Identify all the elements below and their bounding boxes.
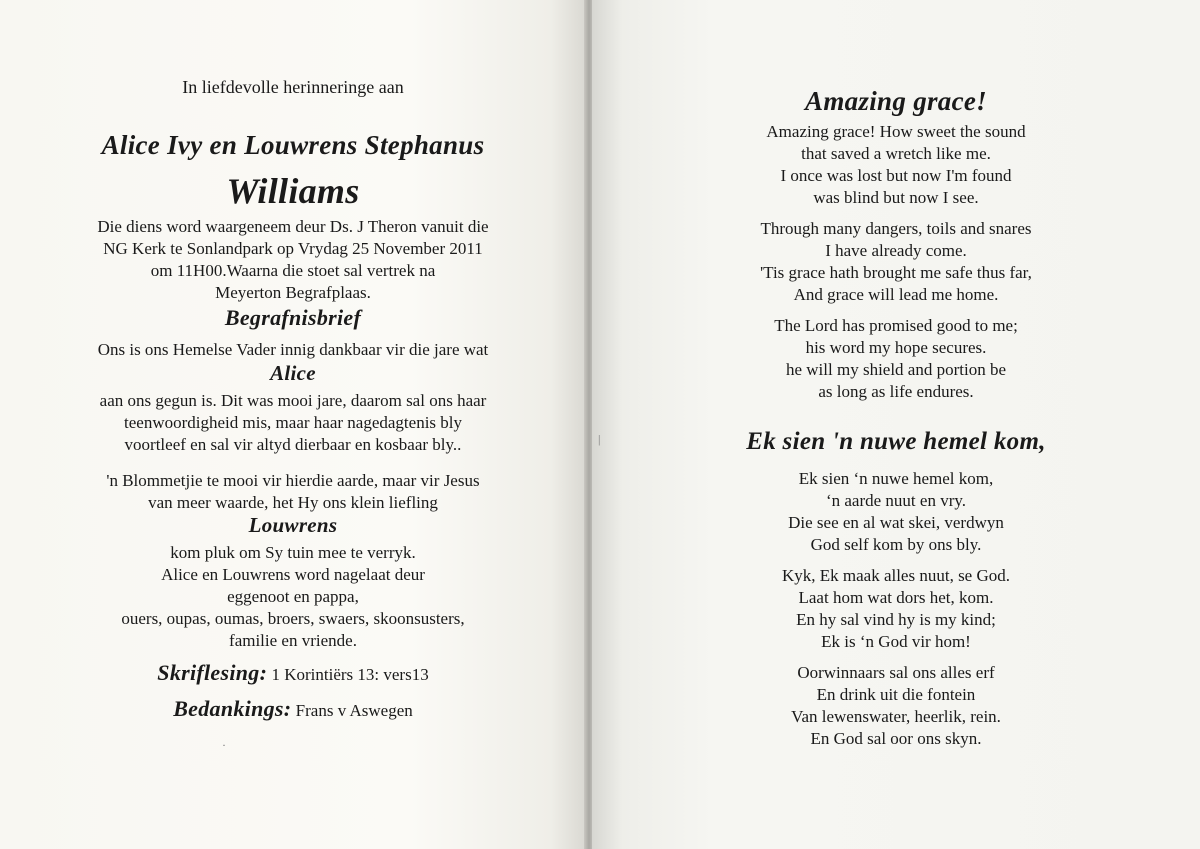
lyric-line: Oorwinnaars sal ons alles erf xyxy=(797,663,995,682)
survivor-line: eggenoot en pappa, xyxy=(227,587,359,606)
letter-line: teenwoordigheid mis, maar haar nagedagtenis bly xyxy=(124,413,462,432)
lyric-line: I once was lost but now I'm found xyxy=(780,166,1012,185)
hymn1-title: Amazing grace! xyxy=(805,86,987,116)
lyric-line: Ek sien ‘n nuwe hemel kom, xyxy=(798,469,994,488)
left-page xyxy=(0,0,586,849)
letter-paragraph xyxy=(40,390,546,456)
hymn1-lyrics xyxy=(592,121,1200,412)
lyric-line: as long as life endures. xyxy=(818,382,974,401)
scripture-reading xyxy=(40,660,546,686)
lyric-line: And grace will lead me home. xyxy=(793,285,999,304)
right-page xyxy=(592,0,1200,849)
deceased-surname: Williams xyxy=(226,171,360,211)
scripture-label: Skriflesing: xyxy=(157,660,268,685)
speck-mark: | xyxy=(598,432,601,446)
letter-line: aan ons gegun is. Dit was mooi jare, daarom sal ons haar xyxy=(99,391,487,410)
thanks-line xyxy=(40,696,546,722)
lyric-line: En hy sal vind hy is my kind; xyxy=(796,610,996,629)
service-line: Die diens word waargeneem deur Ds. J Theron vanuit die xyxy=(97,217,489,236)
flower-line: 'n Blommetjie te mooi vir hierdie aarde, maar vir Jesus xyxy=(106,471,480,490)
hymn2-stanza-1 xyxy=(592,468,1200,556)
thanks-value: Frans v Aswegen xyxy=(295,701,413,720)
survivor-line: familie en vriende. xyxy=(229,631,357,650)
name-louwrens: Louwrens xyxy=(248,513,338,537)
lyric-line: Die see en al wat skei, verdwyn xyxy=(788,513,1004,532)
speck-mark: · xyxy=(222,738,226,752)
hymn1-stanza-2 xyxy=(592,218,1200,306)
lyric-line: En God sal oor ons skyn. xyxy=(810,729,982,748)
hymn2-stanza-2 xyxy=(592,565,1200,653)
service-line: NG Kerk te Sonlandpark op Vrydag 25 November 2011 xyxy=(103,239,483,258)
lyric-line: Through many dangers, toils and snares xyxy=(760,219,1032,238)
lyric-line: 'Tis grace hath brought me safe thus far, xyxy=(760,263,1032,282)
hymn1-stanza-3 xyxy=(592,315,1200,403)
hymn2-lyrics xyxy=(592,468,1200,759)
letter-heading: Begrafnisbrief xyxy=(224,305,362,330)
survivor-line: ouers, oupas, oumas, broers, swaers, skoonsusters, xyxy=(121,609,465,628)
service-line: om 11H00.Waarna die stoet sal vertrek na xyxy=(150,261,436,280)
intro-line: In liefdevolle herinneringe aan xyxy=(182,77,404,97)
lyric-line: his word my hope secures. xyxy=(805,338,987,357)
lyric-line: Laat hom wat dors het, kom. xyxy=(798,588,994,607)
lyric-line: God self kom by ons bly. xyxy=(810,535,982,554)
survivors-paragraph xyxy=(40,542,546,652)
lyric-line: Kyk, Ek maak alles nuut, se God. xyxy=(781,566,1011,585)
service-details xyxy=(40,216,546,304)
lyric-line: ‘n aarde nuut en vry. xyxy=(825,491,967,510)
lyric-line: Ek is ‘n God vir hom! xyxy=(821,632,971,651)
hymn2-title: Ek sien 'n nuwe hemel kom, xyxy=(746,428,1046,455)
lyric-line: Van lewenswater, heerlik, rein. xyxy=(791,707,1001,726)
lyric-line: was blind but now I see. xyxy=(813,188,979,207)
lyric-line: he will my shield and portion be xyxy=(785,360,1007,379)
hymn2-stanza-3 xyxy=(592,662,1200,750)
letter-line: voortleef en sal vir altyd dierbaar en kosbaar bly.. xyxy=(124,435,462,454)
lyric-line: En drink uit die fontein xyxy=(816,685,976,704)
lyric-line: The Lord has promised good to me; xyxy=(774,316,1018,335)
hymn1-stanza-1 xyxy=(592,121,1200,209)
letter-line: Ons is ons Hemelse Vader innig dankbaar vir die jare wat xyxy=(97,340,489,359)
service-line: Meyerton Begrafplaas. xyxy=(215,283,371,302)
survivor-line: kom pluk om Sy tuin mee te verryk. xyxy=(170,543,416,562)
lyric-line: that saved a wretch like me. xyxy=(801,144,991,163)
flower-line: van meer waarde, het Hy ons klein liefling xyxy=(148,493,438,512)
lyric-line: I have already come. xyxy=(825,241,967,260)
lyric-line: Amazing grace! How sweet the sound xyxy=(766,122,1026,141)
name-alice: Alice xyxy=(270,361,316,385)
thanks-label: Bedankings: xyxy=(173,696,292,721)
deceased-names: Alice Ivy en Louwrens Stephanus xyxy=(101,130,485,160)
flower-paragraph xyxy=(40,470,546,514)
scripture-value: 1 Korintiërs 13: vers13 xyxy=(271,665,429,684)
survivor-line: Alice en Louwrens word nagelaat deur xyxy=(161,565,425,584)
